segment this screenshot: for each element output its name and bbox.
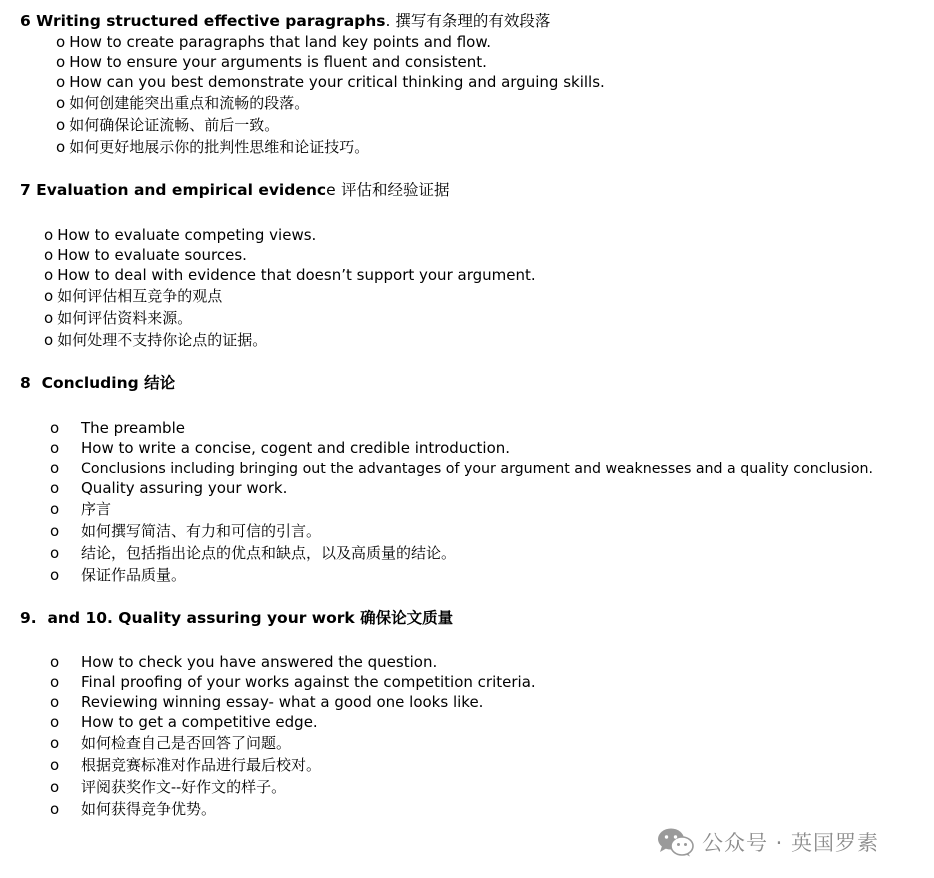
list-item: o 保证作品质量。 [50, 566, 187, 584]
section-9-10-heading-en: 9. and 10. Quality assuring your work [20, 609, 361, 627]
section-9-10-heading-zh: 确保论文质量 [360, 608, 454, 627]
bullet-marker: o [44, 266, 54, 284]
bullet-marker: o [44, 246, 54, 264]
section-7-heading-tail: e [326, 181, 336, 199]
bullet-marker: o [44, 287, 54, 305]
list-item: o 序言 [50, 500, 112, 518]
bullet-marker: o [56, 116, 66, 134]
section-9-10-heading [20, 608, 453, 628]
list-item: o 如何获得竞争优势。 [50, 800, 217, 818]
section-8-heading-zh: 结论 [144, 373, 176, 392]
list-item: o 如何确保论证流畅、前后一致。 [56, 116, 280, 134]
bullet-marker: o [56, 73, 66, 91]
section-7-heading-en: 7 Evaluation and empirical evidenc [20, 181, 327, 199]
section-7-heading-zh: 评估和经验证据 [341, 181, 450, 199]
list-item: o 结论，包括指出论点的优点和缺点，以及高质量的结论。 [50, 544, 457, 562]
section-7-heading [20, 180, 450, 200]
list-item: o 如何更好地展示你的批判性思维和论证技巧。 [56, 138, 370, 156]
list-item: o Quality assuring your work. [50, 479, 288, 497]
watermark [656, 825, 879, 859]
list-item: o 评阅获奖作文--好作文的样子。 [50, 778, 287, 796]
bullet-marker: o [50, 522, 60, 540]
bullet-marker: o [50, 419, 60, 437]
section-7-list [44, 225, 536, 351]
bullet-marker: o [44, 309, 54, 327]
list-item: o How to check you have answered the question. [50, 653, 438, 671]
bullet-marker: o [50, 459, 60, 477]
list-item: o 如何评估资料来源。 [44, 309, 193, 327]
list-item: o Reviewing winning essay- what a good one looks like. [50, 693, 484, 711]
list-item: o 如何撰写简洁、有力和可信的引言。 [50, 522, 322, 540]
bullet-marker: o [56, 53, 66, 71]
list-item: o 如何创建能突出重点和流畅的段落。 [56, 94, 310, 112]
bullet-marker: o [50, 500, 60, 518]
section-8-list [50, 418, 873, 586]
section-9-10-list [50, 652, 536, 820]
bullet-marker: o [50, 778, 60, 796]
bullet-marker: o [50, 713, 60, 731]
list-item: o How to ensure your arguments is fluent and consistent. [56, 53, 487, 71]
watermark-text: 公众号 · 英国罗素 [702, 831, 880, 855]
bullet-marker: o [44, 331, 54, 349]
list-item: o How to evaluate competing views. [44, 226, 317, 244]
list-item: o How to create paragraphs that land key points and flow. [56, 33, 491, 51]
bullet-marker: o [56, 138, 66, 156]
bullet-marker: o [56, 94, 66, 112]
wechat-icon [656, 827, 694, 857]
bullet-marker: o [44, 226, 54, 244]
list-item: o The preamble [50, 419, 185, 437]
section-8-heading [20, 373, 175, 393]
bullet-marker: o [50, 673, 60, 691]
bullet-marker: o [50, 653, 60, 671]
section-6-heading-sep: . [385, 12, 396, 30]
list-item: o Final proofing of your works against the competition criteria. [50, 673, 536, 691]
list-item: o How to write a concise, cogent and credible introduction. [50, 439, 511, 457]
list-item: o How to deal with evidence that doesn’t support your argument. [44, 266, 536, 284]
list-item: o How to get a competitive edge. [50, 713, 318, 731]
list-item: o 如何处理不支持你论点的证据。 [44, 331, 268, 349]
bullet-marker: o [50, 479, 60, 497]
list-item: o 如何检查自己是否回答了问题。 [50, 734, 292, 752]
bullet-marker: o [50, 756, 60, 774]
bullet-marker: o [50, 439, 60, 457]
section-6-list [56, 32, 605, 158]
bullet-marker: o [50, 734, 60, 752]
list-item: o 根据竞赛标准对作品进行最后校对。 [50, 756, 322, 774]
list-item: o Conclusions including bringing out the advantages of your argument and weaknesses and a quality conclusion. [50, 459, 874, 477]
list-item: o 如何评估相互竞争的观点 [44, 287, 223, 305]
bullet-marker: o [50, 566, 60, 584]
section-6-heading-zh: 撰写有条理的有效段落 [395, 12, 551, 30]
bullet-marker: o [50, 693, 60, 711]
list-item: o How to evaluate sources. [44, 246, 247, 264]
list-item: o How can you best demonstrate your critical thinking and arguing skills. [56, 73, 605, 91]
bullet-marker: o [56, 33, 66, 51]
section-6-heading-en: 6 Writing structured effective paragraphs [20, 12, 386, 30]
section-6-heading [20, 11, 550, 31]
section-8-heading-en: 8 Concluding [20, 374, 145, 392]
bullet-marker: o [50, 544, 60, 562]
bullet-marker: o [50, 800, 60, 818]
